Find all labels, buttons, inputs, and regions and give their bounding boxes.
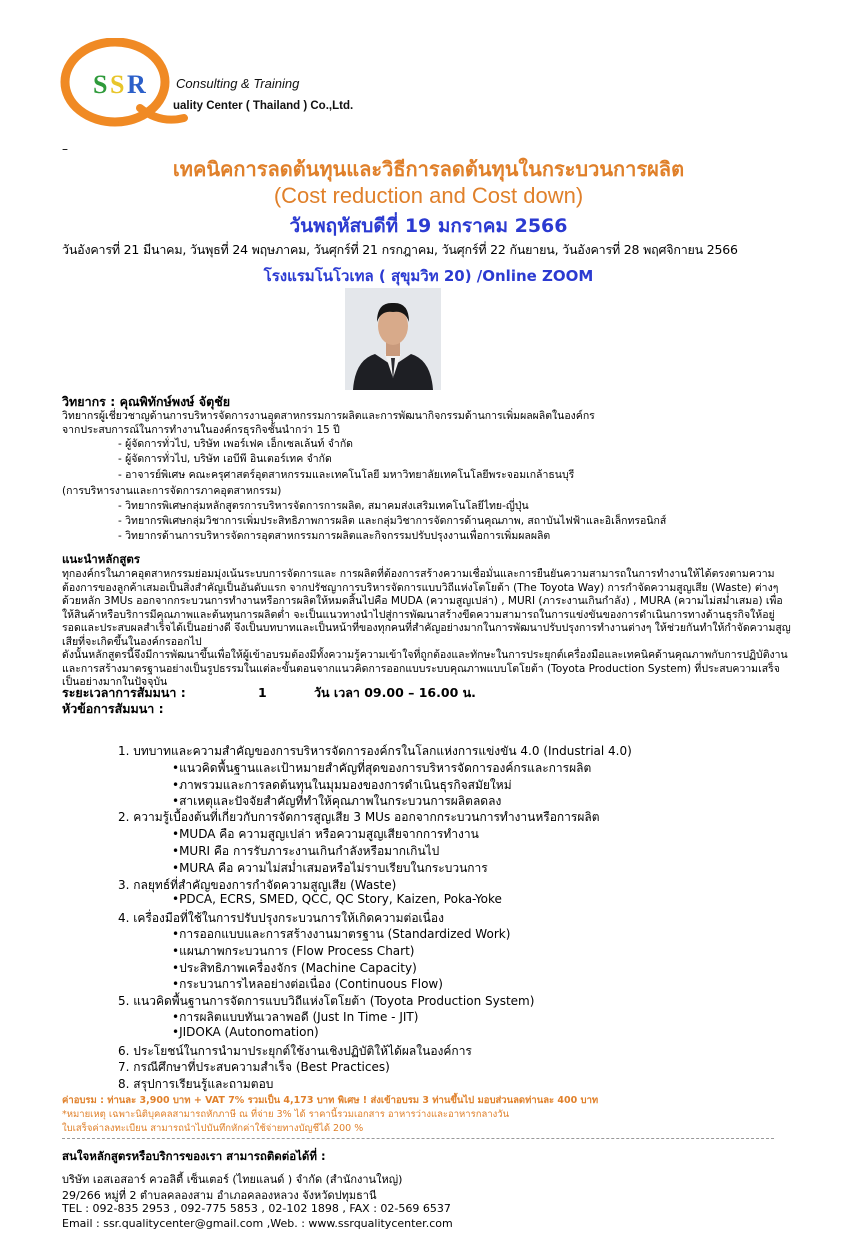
topic-subitem: •MUDA คือ ความสูญเปล่า หรือความสูญเสียจากการทำงาน [172,827,479,841]
speaker-position-note: (การบริหารงานและการจัดการภาคอุตสาหกรรม) [62,485,282,497]
logo-tagline: Consulting & Training [176,76,300,91]
topic-item: 7. กรณีศึกษาที่ประสบความสำเร็จ (Best Practices) [118,1060,390,1074]
speaker-heading: วิทยากร : คุณพิทักษ์พงษ์ จัตุชัย [62,394,231,409]
intro-paragraph: ทุกองค์กรในภาคอุตสาหกรรมย่อมมุ่งเน้นระบบการจัดการและ การผลิตที่ต้องการสร้างความเชื่อมั่นและการยืนยันความสามารถในการทำงานให้ได้ตรงตามความต้องการของลูกค้าเสมอเป็นสิ่งสำคัญเป็นอันดับแรก จากปรัชญาการบริหารจัดการแบบวิถีแห่งโตโยต้า (The Toyota Way) การกำจัดความสูญเสีย (Waste) ต่างๆ ด้วยหลัก 3MUs ออกจากกระบวนการทำงานหรือการผลิตให้หมดสิ้นไปคือ MUDA (ความสูญเปล่า) , MURI (ภาระงานเกินกำลัง) , MURA (ความไม่สม่ำเสมอ) เพื่อให้สินค้าหรือบริการมีคุณภาพและต้นทุนการผลิตต่ำ จะเป็นแนวทางนำไปสู่การพัฒนาสร้างขีดความสามารถในการแข่งขันของการดำเนินการทางด้านธุรกิจให้อยู่รอดและประสบผลสำเร็จได้เป็นอย่างดี จึงเป็นบทบาทและเป็นหน้าที่ของทุกคนที่สำคัญอย่างมากในการพัฒนาปรับปรุงการทำงานต่างๆ ให้ช่วยกันทำให้กำจัดความสูญเสียที่จะเกิดขึ้นในองค์กรออกไป [62,568,791,648]
topic-subitem: •การผลิตแบบทันเวลาพอดี (Just In Time - JIT) [172,1010,419,1024]
speaker-position: - วิทยากรพิเศษกลุ่มวิชาการเพิ่มประสิทธิภาพการผลิต และกลุ่มวิชาการจัดการด้านคุณภาพ, สถาบันไฟฟ้าและอิเล็กทรอนิกส์ [118,515,667,527]
speaker-bio-line: จากประสบการณ์ในการทำงานในองค์กรธุรกิจชั้นนำกว่า 15 ปี [62,424,340,436]
pricing-line: ค่าอบรม : ท่านละ 3,900 บาท + VAT 7% รวมเป็น 4,173 บาท พิเศษ ! ส่งเข้าอบรม 3 ท่านขึ้นไป มอบส่วนลดท่านละ 400 บาท [62,1095,599,1106]
topics-heading: หัวข้อการสัมมนา : [62,701,164,716]
ssr-q-logo-icon [60,38,190,130]
logo-company-name: uality Center ( Thailand ) Co.,Ltd. [173,100,354,112]
contact-heading: สนใจหลักสูตรหรือบริการของเรา สามารถติดต่อได้ที่ : [62,1149,326,1163]
topic-item: 4. เครื่องมือที่ใช้ในการปรับปรุงกระบวนการให้เกิดความต่อเนื่อง [118,911,444,925]
speaker-photo [345,288,441,390]
topic-subitem: •กระบวนการไหลอย่างต่อเนื่อง (Continuous Flow) [172,977,443,991]
separator-dash: – [62,142,68,156]
schedule-time: วัน เวลา 09.00 – 16.00 น. [314,685,476,700]
topic-subitem: •PDCA, ECRS, SMED, QCC, QC Story, Kaizen, Poka-Yoke [172,892,502,906]
topic-subitem: •การออกแบบและการสร้างงานมาตรฐาน (Standardized Work) [172,927,511,941]
topic-item: 8. สรุปการเรียนรู้และถามตอบ [118,1077,274,1091]
schedule-days: 1 [258,685,267,700]
person-portrait-icon [345,288,441,390]
topic-subitem: •สาเหตุและปัจจัยสำคัญที่ทำให้คุณภาพในกระบวนการผลิตลดลง [172,794,502,808]
main-date: วันพฤหัสบดีที่ 19 มกราคม 2566 [289,215,568,237]
speaker-position: - อาจารย์พิเศษ คณะครุศาสตร์อุตสาหกรรมและเทคโนโลยี มหาวิทยาลัยเทคโนโลยีพระจอมเกล้าธนบุรี [118,469,575,481]
schedule-label: ระยะเวลาการสัมมนา : [62,685,186,700]
pricing-note: ใบเสร็จค่าลงทะเบียน สามารถนำไปบันทึกหักค่าใช้จ่ายทางบัญชีได้ 200 % [62,1123,364,1134]
topic-subitem: •ประสิทธิภาพเครื่องจักร (Machine Capacity) [172,961,417,975]
contact-address: 29/266 หมู่ที่ 2 ตำบลคลองสาม อำเภอคลองหลวง จังหวัดปทุมธานี [62,1189,377,1202]
topic-subitem: •MURA คือ ความไม่สม่ำเสมอหรือไม่ราบเรียบในกระบวนการ [172,861,488,875]
svg-text:R: R [127,70,146,99]
topic-item: 1. บทบาทและความสำคัญของการบริหารจัดการองค์กรในโลกแห่งการแข่งขัน 4.0 (Industrial 4.0) [118,744,632,758]
speaker-position: - ผู้จัดการทั่วไป, บริษัท เพอร์เฟค เอ็กเซลเล้นท์ จำกัด [118,438,353,450]
speaker-position: - วิทยากรด้านการบริหารจัดการอุตสาหกรรมการผลิตและกิจกรรมปรับปรุงงานเพื่อการเพิ่มผลผลิต [118,530,551,542]
topic-subitem: •MURI คือ การรับภาระงานเกินกำลังหรือมากเกินไป [172,844,440,858]
contact-email-web: Email : ssr.qualitycenter@gmail.com ,Web. : www.ssrqualitycenter.com [62,1217,453,1230]
topic-item: 6. ประโยชน์ในการนำมาประยุกต์ใช้งานเชิงปฏิบัติให้ได้ผลในองค์การ [118,1044,472,1058]
topic-subitem: •แนวคิดพื้นฐานและเป้าหมายสำคัญที่สุดของการบริหารจัดการองค์กรและการผลิต [172,761,592,775]
speaker-bio-line: วิทยากรผู้เชี่ยวชาญด้านการบริหารจัดการงานอุตสาหกรรมการผลิตและการพัฒนากิจกรรมด้านการเพิ่มผลผลิตในองค์กร [62,410,595,422]
svg-text:S: S [110,70,125,99]
topic-item: 3. กลยุทธ์ที่สำคัญของการกำจัดความสูญเสีย (Waste) [118,878,397,892]
venue: โรงแรมโนโวเทล ( สุขุมวิท 20) /Online ZOOM [263,267,594,285]
topic-item: 2. ความรู้เบื้องต้นที่เกี่ยวกับการจัดการสูญเสีย 3 MUs ออกจากกระบวนการทำงานหรือการผลิต [118,810,600,824]
other-dates: วันอังคารที่ 21 มีนาคม, วันพุธที่ 24 พฤษภาคม, วันศุกร์ที่ 21 กรกฎาคม, วันศุกร์ที่ 22 กันยายน, วันอังคารที่ 28 พฤศจิกายน 2566 [62,242,738,257]
speaker-position: - วิทยากรพิเศษกลุ่มหลักสูตรการบริหารจัดการการผลิต, สมาคมส่งเสริมเทคโนโลยีไทย-ญี่ปุ่น [118,500,529,512]
divider [62,1138,774,1139]
intro-heading: แนะนำหลักสูตร [62,552,141,566]
topic-subitem: •JIDOKA (Autonomation) [172,1025,319,1039]
svg-text:S: S [93,70,108,99]
course-title-english: (Cost reduction and Cost down) [273,183,584,208]
intro-body [62,568,792,690]
speaker-position: - ผู้จัดการทั่วไป, บริษัท เอบีพี อินเตอร์เทค จำกัด [118,453,332,465]
topic-subitem: •ภาพรวมและการลดต้นทุนในมุมมองของการดำเนินธุรกิจสมัยใหม่ [172,778,512,792]
intro-paragraph: ดังนั้นหลักสูตรนี้จึงมีการพัฒนาขึ้นเพื่อให้ผู้เข้าอบรมต้องมีทั้งความรู้ความเข้าใจที่ถูกต้องและทักษะในการประยุกต์เครื่องมือและเทคนิคด้านคุณภาพกับการปฏิบัติงาน และการสร้างมาตรฐานอย่างเป็นรูปธรรมในแต่ละขั้นตอนจากแนวคิดการออกแบบระบบคุณภาพแบบโตโยต้า (Toyota Production System) ที่ประสบความเสร็จเป็นอย่างมากในปัจจุบัน [62,649,788,688]
contact-company: บริษัท เอสเอสอาร์ ควอลิตี้ เซ็นเตอร์ (ไทยแลนด์ ) จำกัด (สำนักงานใหญ่) [62,1173,403,1186]
contact-phone: TEL : 092-835 2953 , 092-775 5853 , 02-102 1898 , FAX : 02-569 6537 [62,1202,451,1215]
pricing-note: *หมายเหตุ เฉพาะนิติบุคคลสามารถหักภาษี ณ ที่จ่าย 3% ได้ ราคานี้รวมเอกสาร อาหารว่างและอาหารกลางวัน [62,1109,510,1120]
course-title-thai: เทคนิคการลดต้นทุนและวิธีการลดต้นทุนในกระบวนการผลิต [172,157,685,181]
topic-subitem: •แผนภาพกระบวนการ (Flow Process Chart) [172,944,415,958]
topic-item: 5. แนวคิดพื้นฐานการจัดการแบบวิถีแห่งโตโยต้า (Toyota Production System) [118,994,535,1008]
